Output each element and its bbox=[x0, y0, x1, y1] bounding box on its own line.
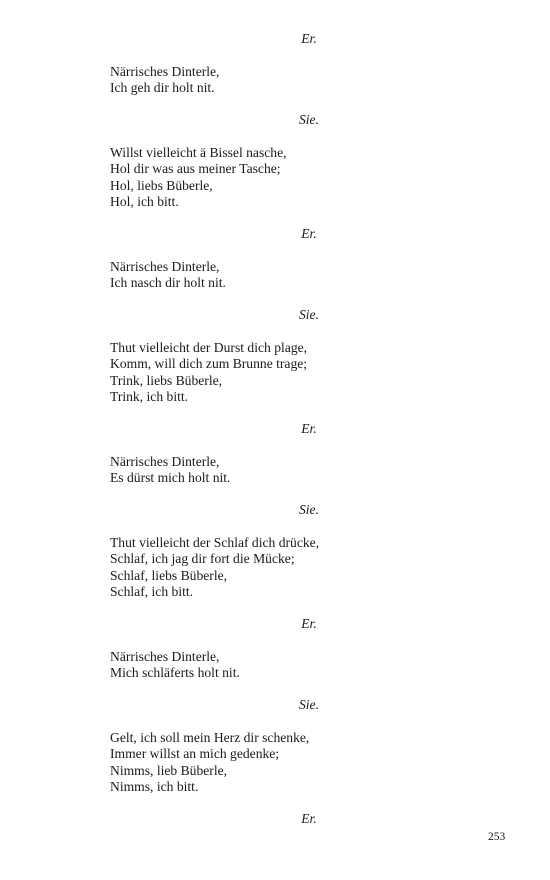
verse-line: Mich schläferts holt nit. bbox=[110, 665, 240, 680]
verse-line: Ich geh dir holt nit. bbox=[110, 80, 215, 95]
spacer bbox=[110, 519, 440, 535]
verse-line: Immer willst an mich gedenke; bbox=[110, 746, 280, 761]
spacer bbox=[110, 292, 440, 308]
verse-line: Trink, ich bitt. bbox=[110, 389, 189, 404]
spacer bbox=[110, 406, 440, 422]
stanza bbox=[110, 145, 440, 211]
stanza bbox=[110, 649, 440, 682]
verse-line: Trink, liebs Büberle, bbox=[110, 372, 223, 388]
spacer bbox=[110, 487, 440, 503]
verse-line: Schlaf, liebs Büberle, bbox=[110, 567, 228, 583]
stanza bbox=[110, 730, 440, 796]
verse-line: Närrisches Dinterle, bbox=[110, 63, 220, 79]
verse-line: Närrisches Dinterle, bbox=[110, 648, 220, 664]
speaker-label: Sie. bbox=[298, 697, 319, 712]
verse-line: Schlaf, ich bitt. bbox=[110, 584, 194, 599]
spacer bbox=[110, 438, 440, 454]
stanza bbox=[110, 454, 440, 487]
speaker-label: Sie. bbox=[298, 502, 319, 517]
stanza bbox=[110, 535, 440, 601]
poem-text bbox=[110, 31, 440, 828]
speaker-label: Er. bbox=[301, 811, 317, 826]
spacer bbox=[110, 48, 440, 64]
speaker-label: Er. bbox=[301, 421, 317, 436]
verse-line: Närrisches Dinterle, bbox=[110, 258, 220, 274]
page-number: 253 bbox=[488, 831, 506, 843]
verse-line: Närrisches Dinterle, bbox=[110, 453, 220, 469]
verse-line: Ich nasch dir holt nit. bbox=[110, 275, 226, 290]
verse-line: Gelt, ich soll mein Herz dir schenke, bbox=[110, 729, 310, 745]
spacer bbox=[110, 796, 440, 812]
spacer bbox=[110, 97, 440, 113]
spacer bbox=[110, 633, 440, 649]
stanza bbox=[110, 64, 440, 97]
spacer bbox=[110, 682, 440, 698]
speaker-label: Sie. bbox=[298, 307, 319, 322]
spacer bbox=[110, 324, 440, 340]
verse-line: Nimms, lieb Büberle, bbox=[110, 762, 228, 778]
speaker-label: Er. bbox=[301, 31, 317, 46]
spacer bbox=[110, 211, 440, 227]
spacer bbox=[110, 129, 440, 145]
stanza bbox=[110, 340, 440, 406]
spacer bbox=[110, 243, 440, 259]
verse-line: Es dürst mich holt nit. bbox=[110, 470, 231, 485]
verse-line: Komm, will dich zum Brunne trage; bbox=[110, 356, 308, 371]
speaker-label: Er. bbox=[301, 226, 317, 241]
speaker-label: Sie. bbox=[298, 112, 319, 127]
verse-line: Schlaf, ich jag dir fort die Mücke; bbox=[110, 551, 295, 566]
verse-line: Hol dir was aus meiner Tasche; bbox=[110, 161, 281, 176]
spacer bbox=[110, 601, 440, 617]
verse-line: Hol, ich bitt. bbox=[110, 194, 179, 209]
stanza bbox=[110, 259, 440, 292]
verse-line: Willst vielleicht ä Bissel nasche, bbox=[110, 144, 287, 160]
verse-line: Hol, liebs Büberle, bbox=[110, 177, 213, 193]
spacer bbox=[110, 714, 440, 730]
verse-line: Thut vielleicht der Schlaf dich drücke, bbox=[110, 534, 320, 550]
verse-line: Nimms, ich bitt. bbox=[110, 779, 199, 794]
verse-line: Thut vielleicht der Durst dich plage, bbox=[110, 339, 308, 355]
speaker-label: Er. bbox=[301, 616, 317, 631]
